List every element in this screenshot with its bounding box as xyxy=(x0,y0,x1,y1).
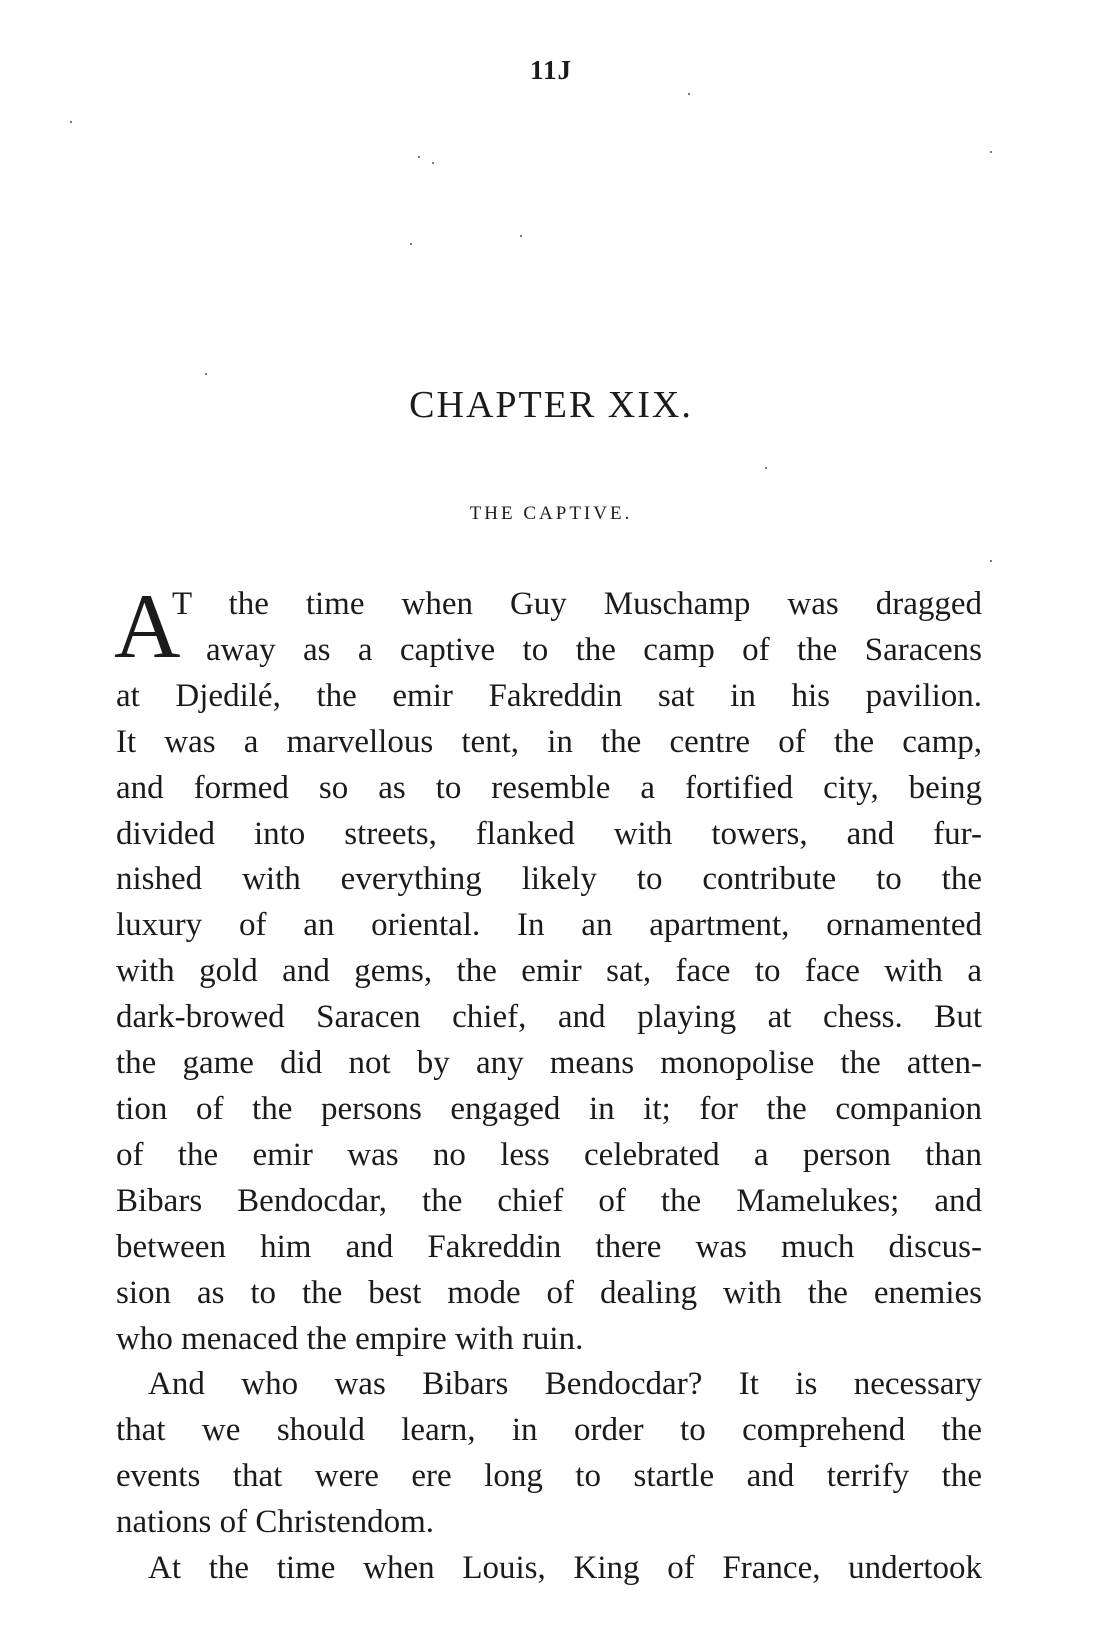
text-line: Bibars Bendocdar, the chief of the Mamelukes; and xyxy=(116,1182,982,1219)
text-line: away as a captive to the camp of the Saracens xyxy=(206,631,982,668)
text-line: with gold and gems, the emir sat, face to face with a xyxy=(116,953,982,990)
scan-speck xyxy=(688,93,690,95)
scan-speck xyxy=(990,151,992,153)
text-line: at Djedilé, the emir Fakreddin sat in his pavilion. xyxy=(116,677,982,714)
text-line: It was a marvellous tent, in the centre of the camp, xyxy=(116,723,982,760)
text-line: And who was Bibars Bendocdar? It is necessary xyxy=(148,1366,982,1403)
text-line: T the time when Guy Muschamp was dragged xyxy=(172,586,982,622)
text-line: At the time when Louis, King of France, undertook xyxy=(148,1550,982,1587)
text-line: tion of the persons engaged in it; for the companion xyxy=(116,1090,982,1127)
text-line: sion as to the best mode of dealing with the enemies xyxy=(116,1274,982,1311)
scan-speck xyxy=(765,467,767,469)
drop-cap: A xyxy=(114,575,181,677)
text-line: of the emir was no less celebrated a person than xyxy=(116,1136,982,1173)
text-line: nished with everything likely to contribute to the xyxy=(116,861,982,898)
paragraph-2 xyxy=(116,1362,982,1546)
scan-speck xyxy=(432,162,434,164)
text-line: dark-browed Saracen chief, and playing at chess. But xyxy=(116,999,982,1036)
paragraph-3 xyxy=(116,1546,982,1592)
text-line: luxury of an oriental. In an apartment, ornamented xyxy=(116,907,982,944)
text-line: the game did not by any means monopolise the atten- xyxy=(116,1045,982,1082)
chapter-subtitle: THE CAPTIVE. xyxy=(469,503,633,524)
text-line: and formed so as to resemble a fortified city, being xyxy=(116,769,982,806)
text-line: between him and Fakreddin there was much discus- xyxy=(116,1228,982,1265)
scan-speck xyxy=(418,156,420,158)
scan-speck xyxy=(990,560,992,562)
text-line: who menaced the empire with ruin. xyxy=(116,1320,584,1357)
chapter-title: CHAPTER XIX. xyxy=(409,384,693,426)
text-line: nations of Christendom. xyxy=(116,1504,435,1541)
scan-speck xyxy=(205,373,207,375)
scan-speck xyxy=(70,121,72,123)
page-number: 11J xyxy=(529,55,572,85)
text-line: events that were ere long to startle and terrify the xyxy=(116,1458,982,1495)
text-line: that we should learn, in order to comprehend the xyxy=(116,1412,982,1449)
paragraph-1 xyxy=(114,575,982,1362)
scan-speck xyxy=(520,235,522,237)
chapter-body xyxy=(114,575,982,1592)
text-line: divided into streets, flanked with towers, and fur- xyxy=(116,815,982,852)
scan-speck xyxy=(410,243,412,245)
